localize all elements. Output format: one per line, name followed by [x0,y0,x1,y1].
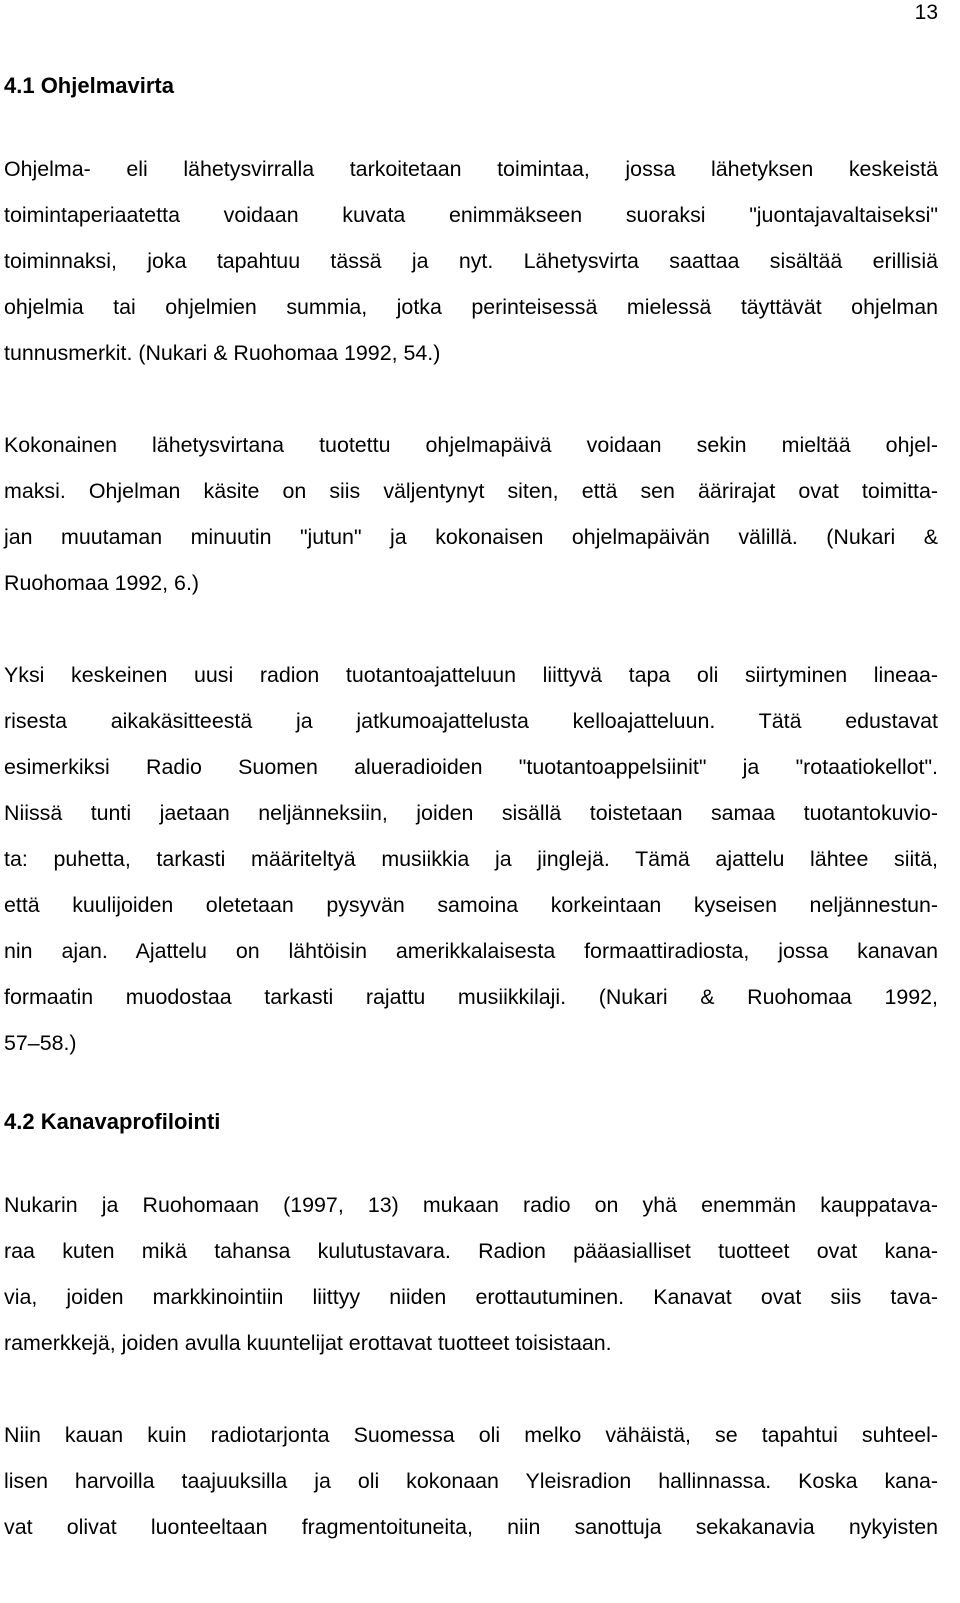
text-line: esimerkiksi Radio Suomen alueradioiden "tuotantoappelsiinit" ja "rotaatiokellot". [4,755,938,779]
section-heading-kanavaprofilointi: 4.2 Kanavaprofilointi [4,1109,221,1134]
text-line: risesta aikakäsitteestä ja jatkumoajattelusta kelloajatteluun. Tätä edustavat [4,709,938,733]
text-line: ta: puhetta, tarkasti määriteltyä musiikkia ja jinglejä. Tämä ajattelu lähtee siitä, [4,847,938,871]
text-line: että kuulijoiden oletetaan pysyvän samoina korkeintaan kyseisen neljännestun- [4,893,938,917]
page-number: 13 [914,1,938,24]
paragraph-5 [4,1412,938,1550]
text-line: tunnusmerkit. (Nukari & Ruohomaa 1992, 54.) [4,341,441,365]
text-line: ohjelmia tai ohjelmien summia, jotka perinteisessä mielessä täyttävät ohjelman [4,295,938,319]
text-line: Ruohomaa 1992, 6.) [4,571,200,595]
paragraph-1 [4,146,938,376]
text-line: maksi. Ohjelman käsite on siis väljentynyt siten, että sen äärirajat ovat toimitta- [4,479,938,503]
text-line: Yksi keskeinen uusi radion tuotantoajatteluun liittyvä tapa oli siirtyminen lineaa- [4,663,938,687]
text-line: Niin kauan kuin radiotarjonta Suomessa oli melko vähäistä, se tapahtui suhteel- [4,1423,938,1447]
section-heading-ohjelmavirta: 4.1 Ohjelmavirta [4,73,174,98]
text-line: toiminnaksi, joka tapahtuu tässä ja nyt. Lähetysvirta saattaa sisältää erillisiä [4,249,938,273]
text-line: Niissä tunti jaetaan neljänneksiin, joiden sisällä toistetaan samaa tuotantokuvio- [4,801,938,825]
paragraph-3 [4,652,938,1066]
text-line: lisen harvoilla taajuuksilla ja oli kokonaan Yleisradion hallinnassa. Koska kana- [4,1469,938,1493]
text-line: toimintaperiaatetta voidaan kuvata enimmäkseen suoraksi "juontajavaltaiseksi" [4,203,938,227]
text-line: jan muutaman minuutin "jutun" ja kokonaisen ohjelmapäivän välillä. (Nukari & [4,525,938,549]
text-line: Nukarin ja Ruohomaan (1997, 13) mukaan radio on yhä enemmän kauppatava- [4,1193,938,1217]
text-line: 57–58.) [4,1031,77,1055]
text-line: formaatin muodostaa tarkasti rajattu musiikkilaji. (Nukari & Ruohomaa 1992, [4,985,938,1009]
text-line: raa kuten mikä tahansa kulutustavara. Radion pääasialliset tuotteet ovat kana- [4,1239,938,1263]
text-line: via, joiden markkinointiin liittyy niiden erottautuminen. Kanavat ovat siis tava- [4,1285,938,1309]
document-body [4,66,938,1550]
text-line: Ohjelma- eli lähetysvirralla tarkoitetaan toimintaa, jossa lähetyksen keskeistä [4,157,938,181]
text-line: ramerkkejä, joiden avulla kuuntelijat erottavat tuotteet toisistaan. [4,1331,612,1355]
text-line: nin ajan. Ajattelu on lähtöisin amerikkalaisesta formaattiradiosta, jossa kanavan [4,939,938,963]
paragraph-4 [4,1182,938,1366]
text-line: Kokonainen lähetysvirtana tuotettu ohjelmapäivä voidaan sekin mieltää ohjel- [4,433,938,457]
text-line: vat olivat luonteeltaan fragmentoituneita, niin sanottuja sekakanavia nykyisten [4,1515,938,1539]
paragraph-2 [4,422,938,606]
